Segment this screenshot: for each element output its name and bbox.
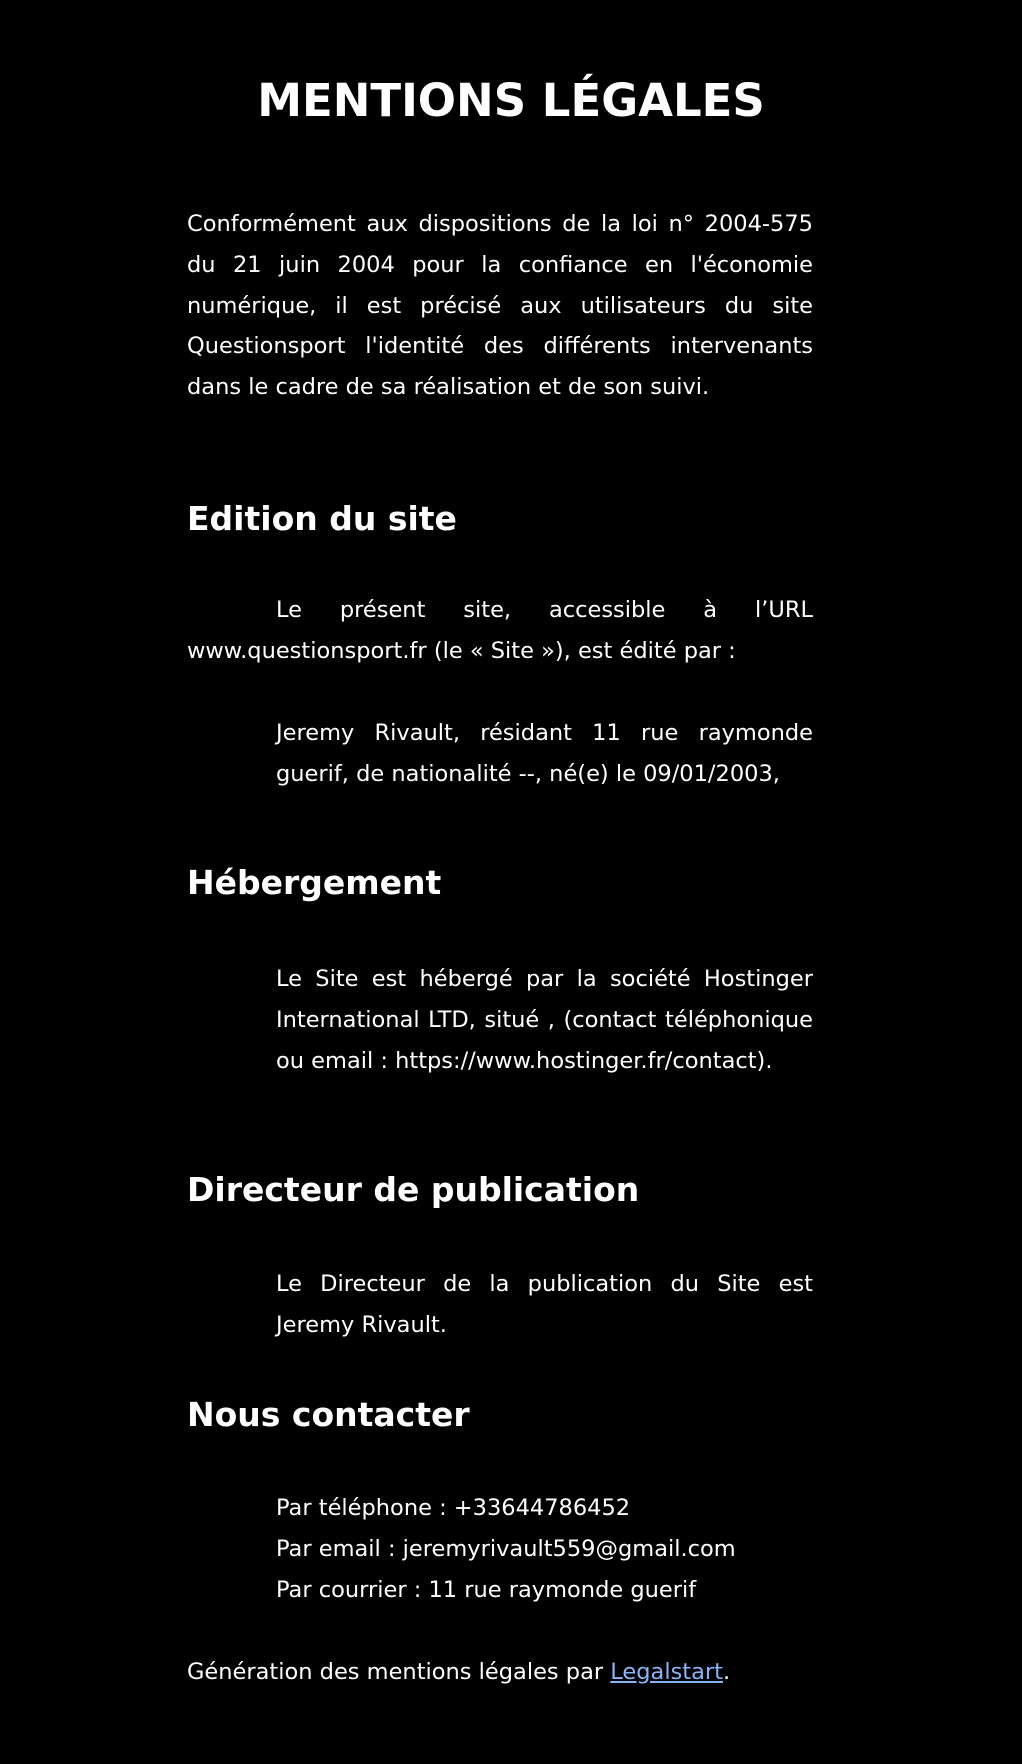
editor-block [276,713,813,795]
contact-heading: Nous contacter [187,1395,470,1434]
editor-text: Jeremy Rivault, résidant 11 rue raymonde guerif, de nationalité --, né(e) le 09/01/2003, [276,720,813,787]
page-title: MENTIONS LÉGALES [257,74,765,127]
director-section [276,1264,813,1346]
legalstart-link[interactable]: Legalstart [610,1659,723,1685]
contact-mail: Par courrier : 11 rue raymonde guerif [276,1576,697,1603]
hosting-heading: Hébergement [187,863,442,902]
hosting-text: Le Site est hébergé par la société Hostinger International LTD, situé , (contact téléphonique ou email : https://www.hostinger.fr/contact). [276,966,813,1074]
contact-email: Par email : jeremyrivault559@gmail.com [276,1535,736,1562]
contact-section [276,1488,813,1610]
footer-suffix: . [723,1659,731,1685]
footer-line [187,1652,827,1693]
edition-section [187,590,813,672]
contact-phone: Par téléphone : +33644786452 [276,1495,631,1521]
hosting-section [276,959,813,1081]
director-text: Le Directeur de la publication du Site est Jeremy Rivault. [276,1271,813,1338]
intro-paragraph: Conformément aux dispositions de la loi n° 2004-575 du 21 juin 2004 pour la confiance en l'économie numérique, il est précisé aux utilisateurs du site Questionsport l'identité des différents intervenants dans le cadre de sa réalisation et de son suivi. [187,211,813,401]
director-heading: Directeur de publication [187,1170,640,1209]
edition-text: Le présent site, accessible à l’URL www.questionsport.fr (le « Site »), est édité par : [187,597,813,664]
edition-heading: Edition du site [187,499,457,538]
footer-prefix: Génération des mentions légales par [187,1659,611,1685]
